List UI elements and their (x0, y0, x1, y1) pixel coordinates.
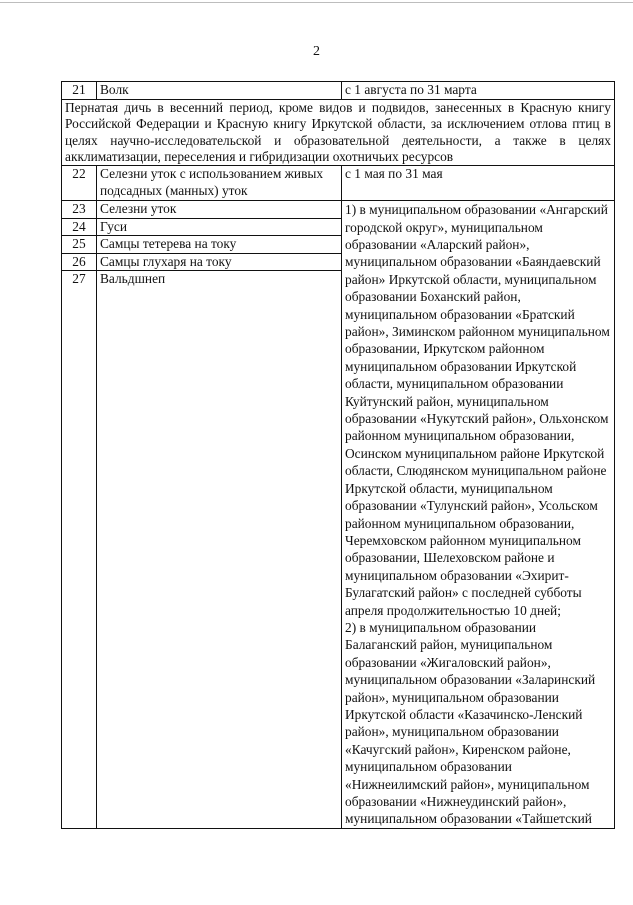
species-name: Селезни уток (97, 201, 342, 219)
section-heading-row (62, 100, 615, 166)
table-row (62, 82, 615, 100)
table-row (62, 166, 615, 201)
page-top-edge (0, 2, 633, 3)
period-paragraph-1: 1) в муниципальном образовании «Ангарский городской округ», муниципальном образовании «Аларский район», муниципальном образовании «Баяндаевский район» Иркутской области, муниципальном образовании Боханский район, муниципальном образовании «Братский район», Зиминском районном муниципальном образовании, Иркутском районном муниципальном образовании Иркутской области, муниципальном образовании Куйтунский район, муниципальном образовании «Нукутский район», Ольхонском районном муниципальном образовании, Осинском муниципальном районе Иркутской области, Слюдянском муниципальном районе Иркутской области, муниципальном образовании «Тулунский район», Усольском районном муниципальном образовании, Черемховском районном муниципальном образовании, Шелеховском районе и муниципальном образовании «Эхирит-Булагатский район» с последней субботы апреля продолжительностью 10 дней; (345, 202, 610, 618)
species-name: Самцы тетерева на току (97, 236, 342, 254)
species-name: Самцы глухаря на току (97, 253, 342, 271)
hunting-periods-table (61, 81, 615, 829)
row-number: 25 (62, 236, 97, 254)
species-name: Волк (97, 82, 342, 100)
hunting-period-regions (342, 201, 615, 829)
row-number: 24 (62, 218, 97, 236)
hunting-period: с 1 августа по 31 марта (342, 82, 615, 100)
section-heading: Пернатая дичь в весенний период, кроме видов и подвидов, занесенных в Красную книгу Российской Федерации и Красную книгу Иркутской области, за исключением отлова птиц в целях научно-исследовательской и образовательной деятельности, а также в целях акклиматизации, переселения и гибридизации охотничьих ресурсов (62, 100, 615, 166)
row-number: 26 (62, 253, 97, 271)
page-number: 2 (313, 44, 320, 59)
species-name: Вальдшнеп (97, 271, 342, 829)
row-number: 21 (62, 82, 97, 100)
species-name: Селезни уток с использованием живых подсадных (манных) уток (97, 166, 342, 201)
table-row (62, 201, 615, 219)
hunting-period: с 1 мая по 31 мая (342, 166, 615, 201)
row-number: 23 (62, 201, 97, 219)
row-number: 22 (62, 166, 97, 201)
row-number: 27 (62, 271, 97, 829)
period-paragraph-2: 2) в муниципальном образовании Балаганский район, муниципальном образовании «Жигаловский район», муниципальном образовании «Заларинский район», муниципальном образовании Иркутской области «Казачинско-Ленский район», муниципальном образовании «Качугский район», Киренском районе, муниципальном образовании «Нижнеилимский район», муниципальном образовании «Нижнеудинский район», муниципальном образовании «Тайшетский (345, 619, 596, 827)
species-name: Гуси (97, 218, 342, 236)
